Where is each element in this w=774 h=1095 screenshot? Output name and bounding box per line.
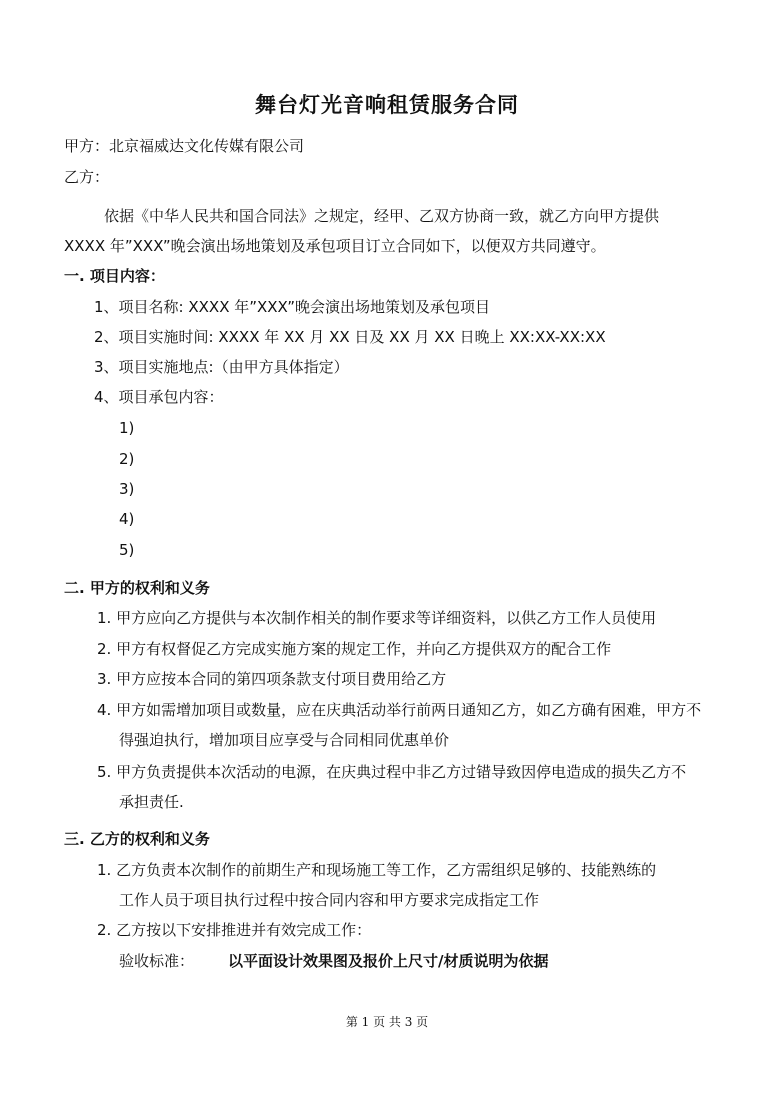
contract-title: 舞台灯光音响租赁服务合同 [255, 93, 519, 117]
acceptance-value: 以平面设计效果图及报价上尺寸/材质说明为依据 [228, 952, 549, 970]
party-a-line: 甲方：北京福威达文化传媒有限公司 [64, 137, 305, 155]
section2-heading: 二. 甲方的权利和义务 [64, 579, 210, 597]
content-subitem-5: 5) [119, 541, 135, 559]
section3-heading: 三. 乙方的权利和义务 [64, 830, 210, 848]
section2-line-4: 4. 甲方如需增加项目或数量，应在庆典活动举行前两日通知乙方，如乙方确有困难，甲方不 [97, 701, 702, 719]
section2-line-2: 2. 甲方有权督促乙方完成实施方案的规定工作，并向乙方提供双方的配合工作 [97, 640, 612, 658]
intro-line-1: 依据《中华人民共和国合同法》之规定，经甲、乙双方协商一致，就乙方向甲方提供 [104, 207, 660, 225]
section3-line-2: 2. 乙方按以下安排推进并有效完成工作： [97, 921, 372, 939]
section1-heading: 一. 项目内容： [64, 267, 165, 285]
content-subitem-4: 4) [119, 510, 135, 528]
party-b-line: 乙方： [64, 168, 110, 186]
section1-item-content: 4、项目承包内容： [94, 388, 224, 406]
page-footer: 第 1 页 共 3 页 [345, 1015, 429, 1029]
section2-line-3: 3. 甲方应按本合同的第四项条款支付项目费用给乙方 [97, 670, 447, 688]
content-subitem-3: 3) [119, 480, 135, 498]
content-subitem-2: 2) [119, 450, 135, 468]
content-subitem-1: 1) [119, 419, 135, 437]
section1-item-location: 3、项目实施地点:（由甲方具体指定） [94, 358, 349, 376]
section3-line-1: 1. 乙方负责本次制作的前期生产和现场施工等工作，乙方需组织足够的、技能熟练的 [97, 861, 657, 879]
section2-line-1: 1. 甲方应向乙方提供与本次制作相关的制作要求等详细资料，以供乙方工作人员使用 [97, 609, 657, 627]
acceptance-label: 验收标准： [119, 952, 195, 970]
section2-line-4-cont: 得强迫执行，增加项目应享受与合同相同优惠单价 [119, 731, 450, 749]
section3-line-1-cont: 工作人员于项目执行过程中按合同内容和甲方要求完成指定工作 [119, 891, 540, 909]
intro-line-2: XXXX 年”XXX”晚会演出场地策划及承包项目订立合同如下，以便双方共同遵守。 [64, 237, 606, 255]
section1-item-time: 2、项目实施时间: XXXX 年 XX 月 XX 日及 XX 月 XX 日晚上 XX:XX-XX:XX [94, 328, 606, 346]
section1-item-name: 1、项目名称: XXXX 年”XXX”晚会演出场地策划及承包项目 [94, 298, 491, 316]
section2-line-5: 5. 甲方负责提供本次活动的电源，在庆典过程中非乙方过错导致因停电造成的损失乙方不 [97, 763, 687, 781]
section2-line-5-cont: 承担责任. [119, 793, 184, 811]
